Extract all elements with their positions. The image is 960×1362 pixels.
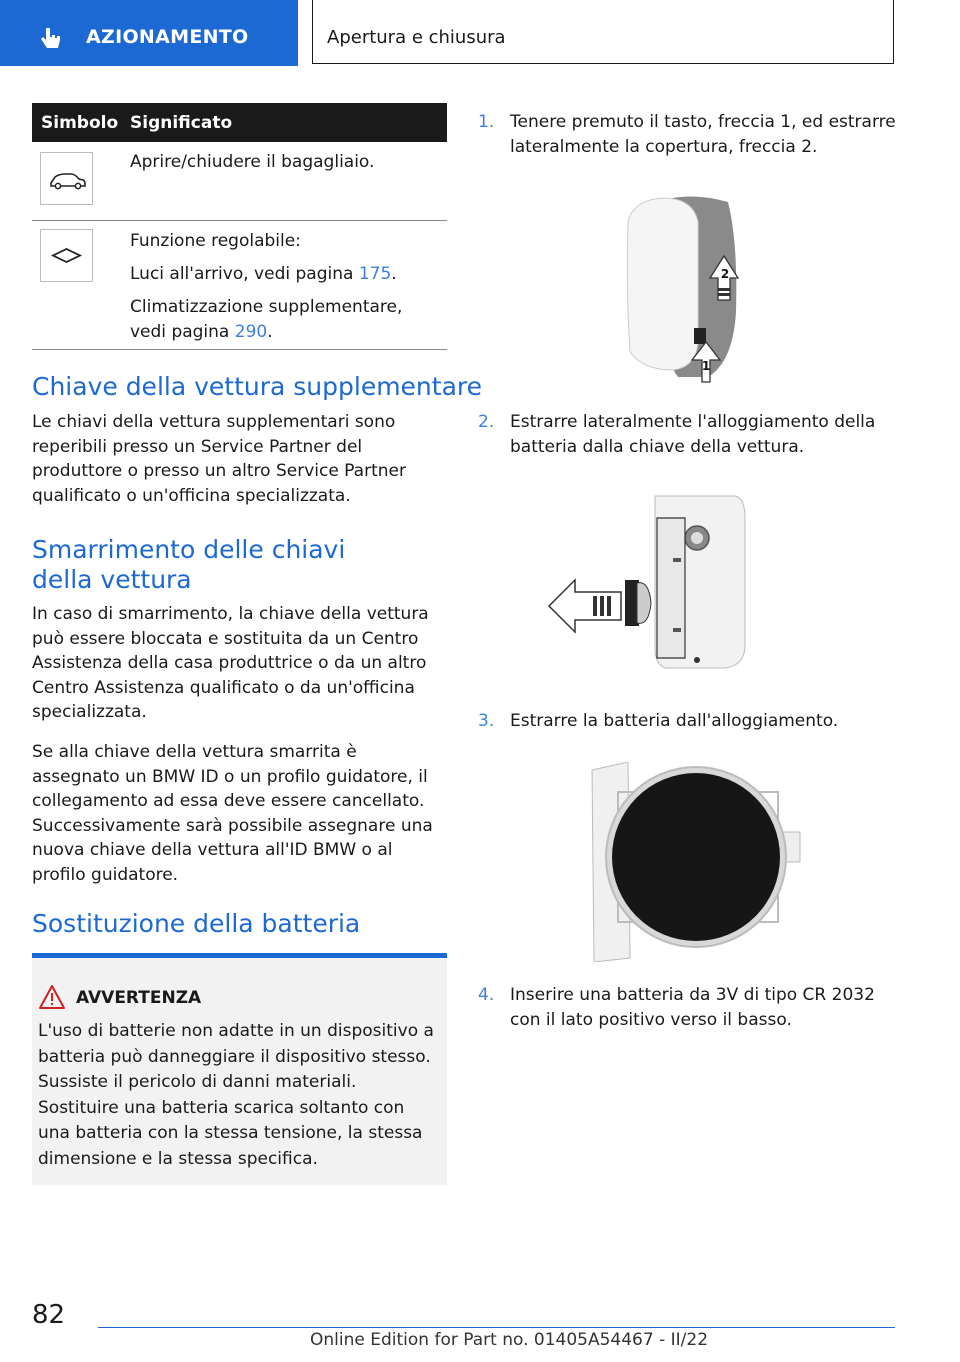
table-header xyxy=(32,103,447,142)
heading-lost-key: Smarrimento delle chiavi della vettura xyxy=(32,535,346,594)
meaning-text: Aprire/chiudere il bagagliaio. xyxy=(130,152,375,172)
arrow-label-1: 1 xyxy=(701,359,711,373)
step-text: Tenere premuto il tasto, freccia 1, ed estrarre lateralmente la copertura, freccia 2. xyxy=(510,112,896,157)
page-link-290[interactable]: 290 xyxy=(234,322,268,342)
step-text: Estrarre lateralmente l'alloggiamento della batteria dalla chiave della vettura. xyxy=(510,412,876,457)
column-header-symbol: Simbolo xyxy=(41,113,119,133)
chapter-header xyxy=(312,0,894,64)
step-number: 2. xyxy=(478,412,495,432)
column-header-meaning: Significato xyxy=(130,113,233,133)
step-number: 1. xyxy=(478,112,495,132)
warning-box xyxy=(32,953,447,1185)
pointing-hand-icon xyxy=(38,26,64,52)
heading-battery: Sostituzione della batteria xyxy=(32,909,361,938)
table-row xyxy=(32,221,447,350)
arrow-label-2: 2 xyxy=(720,267,730,281)
warning-text: L'uso di batterie non adatte in un dispositivo a batteria può danneggiare il dispositivo stesso. Sussiste il pericolo di danni materiali. Sostituire una batteria scarica soltanto con una batteria con la stessa tensione, la stessa dimensione e la stessa specifica. xyxy=(38,1021,434,1169)
section-title: AZIONAMENTO xyxy=(86,26,249,48)
meaning-text-climate: Climatizzazione supplementare, vedi pagina 290. xyxy=(130,297,403,342)
figure-battery-housing-extraction xyxy=(545,488,755,678)
chapter-title: Apertura e chiusura xyxy=(327,27,506,48)
meaning-cell xyxy=(130,150,440,183)
step-text: Estrarre la batteria dall'alloggiamento. xyxy=(510,711,839,731)
figure-key-cover-removal xyxy=(618,192,758,392)
arrow-extract xyxy=(549,580,621,632)
figure-battery-removal xyxy=(588,762,804,962)
page-link-175[interactable]: 175 xyxy=(358,264,392,284)
car-trunk-icon xyxy=(41,153,92,204)
symbol-cell xyxy=(40,152,93,205)
paragraph-lost-key-1: In caso di smarrimento, la chiave della vettura può essere bloccata e sostituita da un Centro Assistenza della casa produttrice o da un altro Centro Assistenza qualificato o da un'officina specializzata. xyxy=(32,604,429,722)
section-tab xyxy=(0,0,298,66)
symbol-table xyxy=(32,103,447,350)
meaning-text-arrival-lights: Luci all'arrivo, vedi pagina 175. xyxy=(130,264,397,284)
paragraph-lost-key-2: Se alla chiave della vettura smarrita è assegnato un BMW ID o un profilo guidatore, il collegamento ad essa deve essere cancellato. Successivamente sarà possibile assegnare una nuova chiave della vettura all'ID BMW o al profilo guidatore. xyxy=(32,742,433,885)
footer-edition: Online Edition for Part no. 01405A54467 - II/22 xyxy=(310,1330,709,1350)
page-number: 82 xyxy=(32,1300,66,1330)
meaning-cell xyxy=(130,229,440,353)
warning-title: AVVERTENZA xyxy=(76,988,202,1008)
symbol-cell xyxy=(40,229,93,282)
warning-triangle-icon xyxy=(38,984,66,1010)
meaning-text: Funzione regolabile: xyxy=(130,231,301,251)
step-number: 3. xyxy=(478,711,495,731)
diamond-icon xyxy=(41,230,92,281)
step-text: Inserire una batteria da 3V di tipo CR 2032 con il lato positivo verso il basso. xyxy=(510,985,875,1030)
paragraph-supplementary-key: Le chiavi della vettura supplementari sono reperibili presso un Service Partner del produttore o presso un altro Service Partner qualificato o un'officina specializzata. xyxy=(32,412,406,506)
step-number: 4. xyxy=(478,985,495,1005)
table-row xyxy=(32,142,447,221)
footer-divider xyxy=(98,1327,895,1328)
heading-supplementary-key: Chiave della vettura supplementare xyxy=(32,372,483,401)
